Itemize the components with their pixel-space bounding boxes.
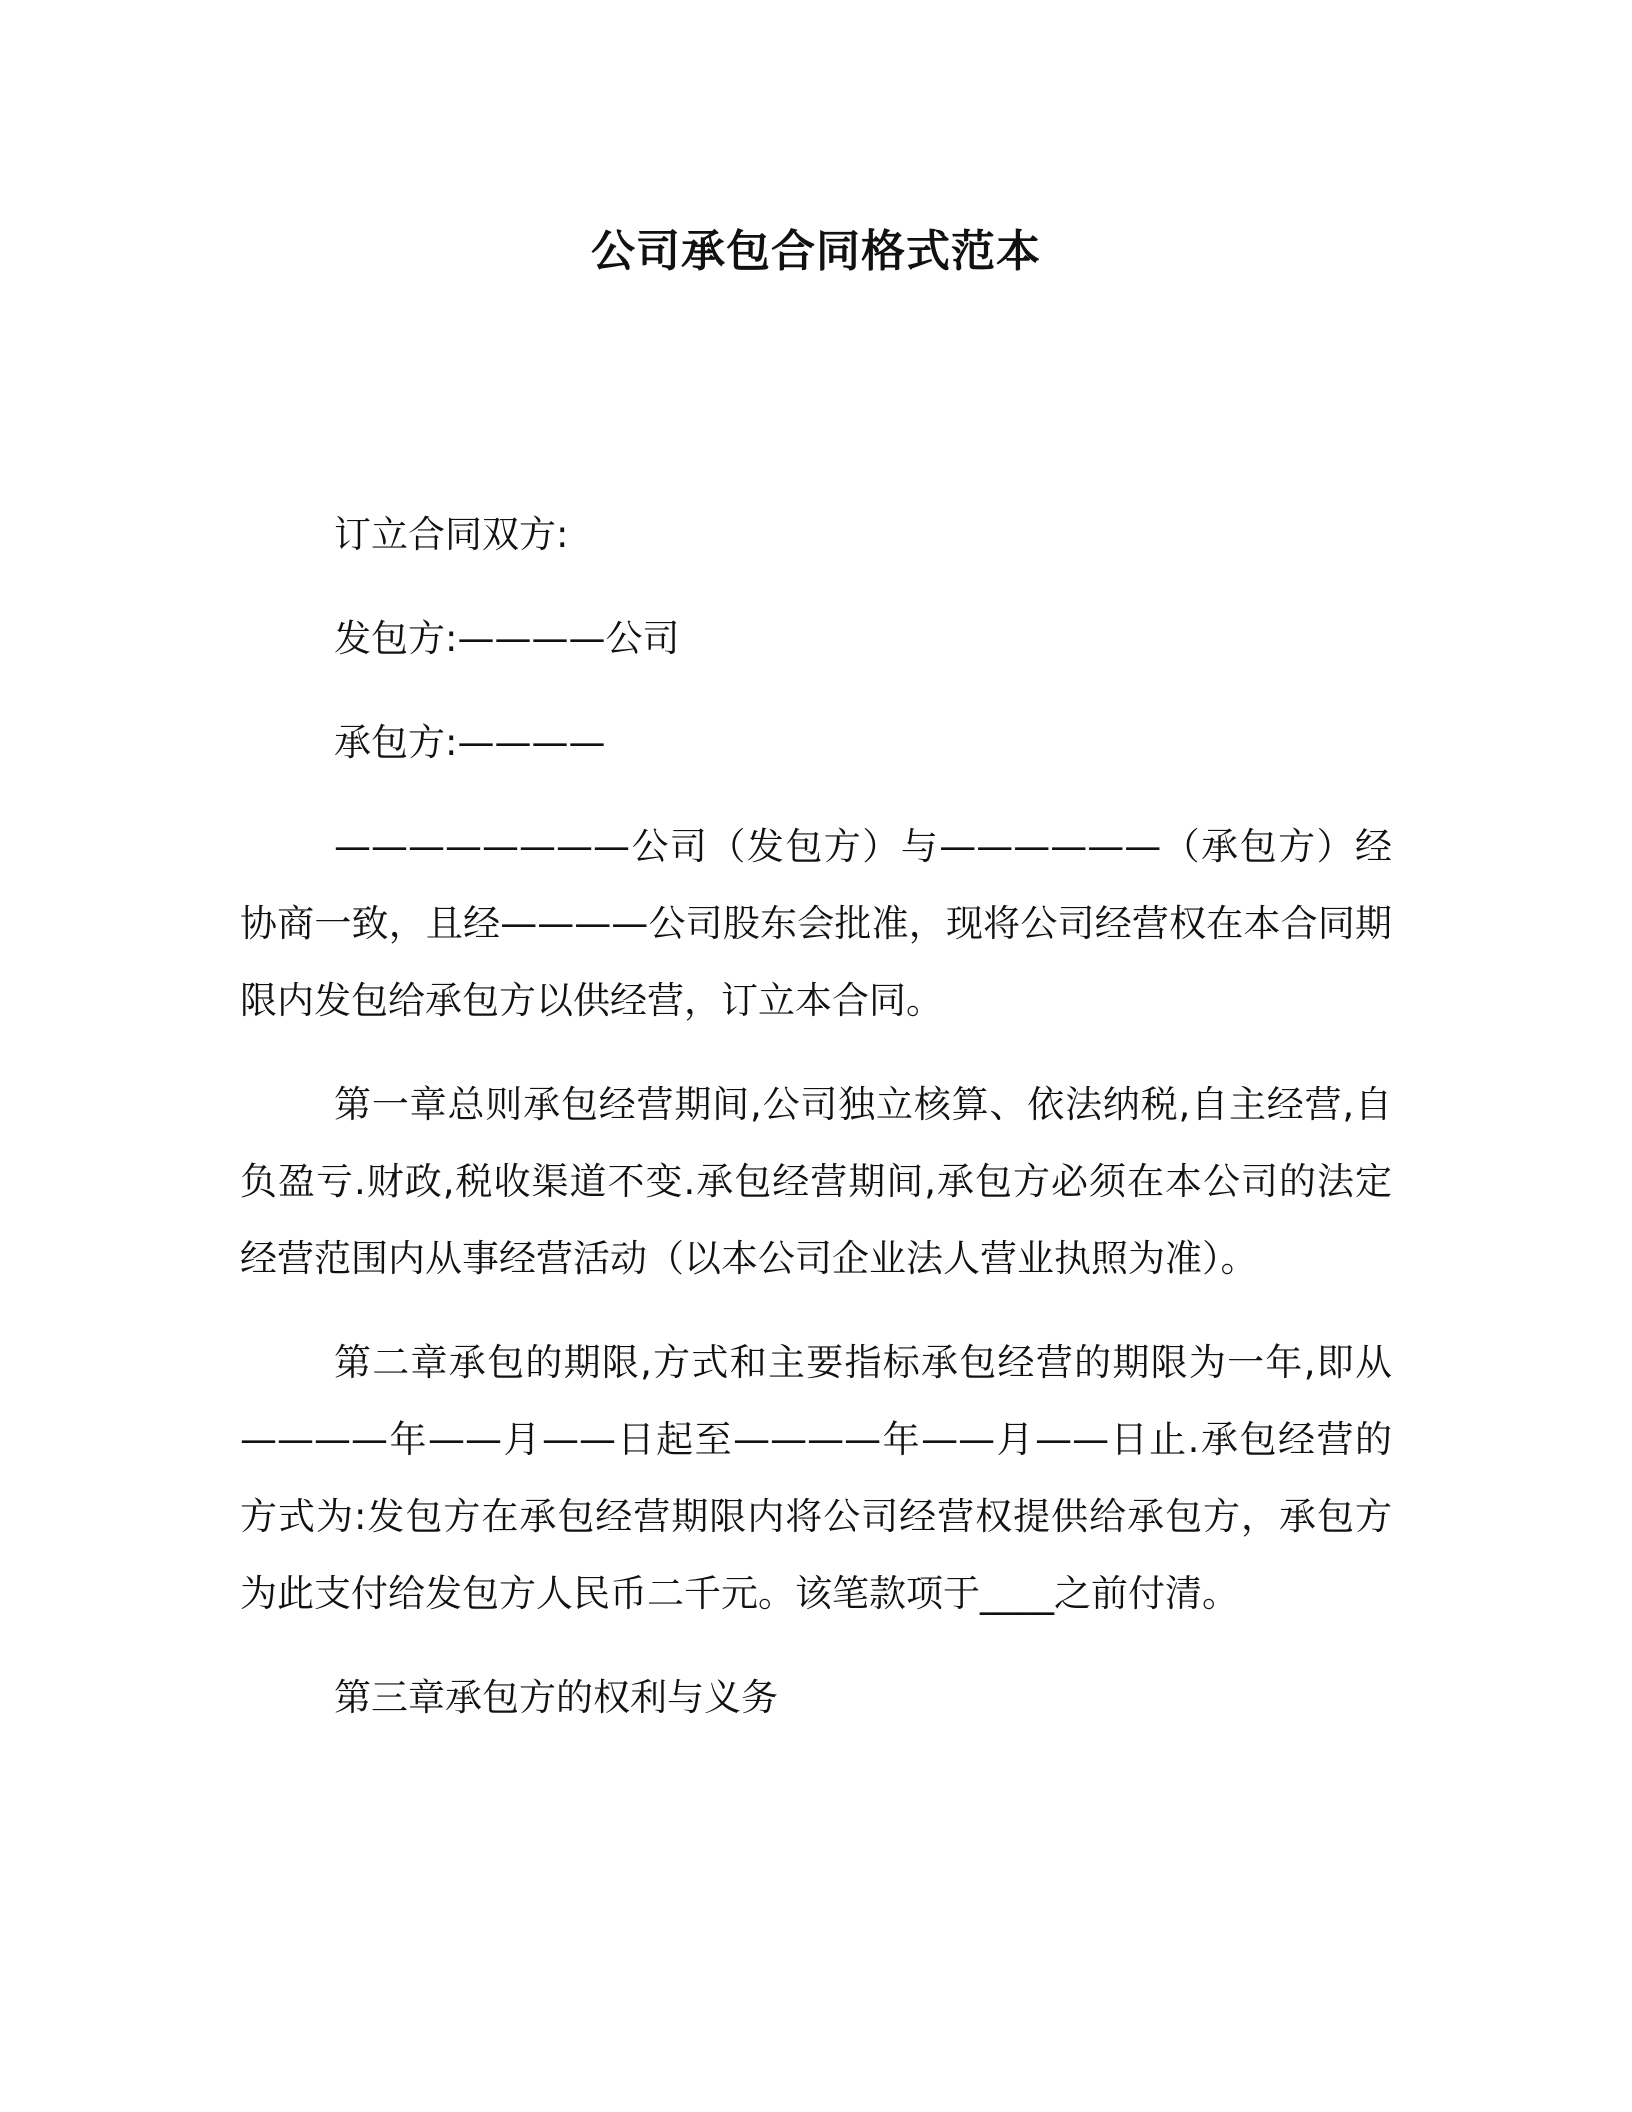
chapter-3-heading: 第三章承包方的权利与义务 bbox=[334, 1676, 778, 1719]
intro-paragraph: ————————公司（发包方）与——————（承包方）经协商一致，且经————公司股东会批准，现将公司经营权在本合同期限内发包给承包方以供经营，订立本合同。 bbox=[240, 825, 1392, 1022]
contractor-line: 承包方:———— bbox=[334, 721, 606, 764]
parties-heading: 订立合同双方: bbox=[334, 513, 569, 556]
document-body bbox=[240, 496, 1392, 1763]
chapter-2-paragraph: 第二章承包的期限,方式和主要指标承包经营的期限为一年,即从————年——月——日起至————年——月——日止.承包经营的方式为:发包方在承包经营期限内将公司经营权提供给承包方，承包方为此支付给发包方人民币二千元。该笔款项于____之前付清。 bbox=[240, 1341, 1392, 1615]
issuer-line: 发包方:————公司 bbox=[334, 617, 680, 660]
document-title: 公司承包合同格式范本 bbox=[591, 226, 1041, 277]
chapter-1-paragraph: 第一章总则承包经营期间,公司独立核算、依法纳税,自主经营,自负盈亏.财政,税收渠道不变.承包经营期间,承包方必须在本公司的法定经营范围内从事经营活动（以本公司企业法人营业执照为准）。 bbox=[240, 1083, 1392, 1280]
